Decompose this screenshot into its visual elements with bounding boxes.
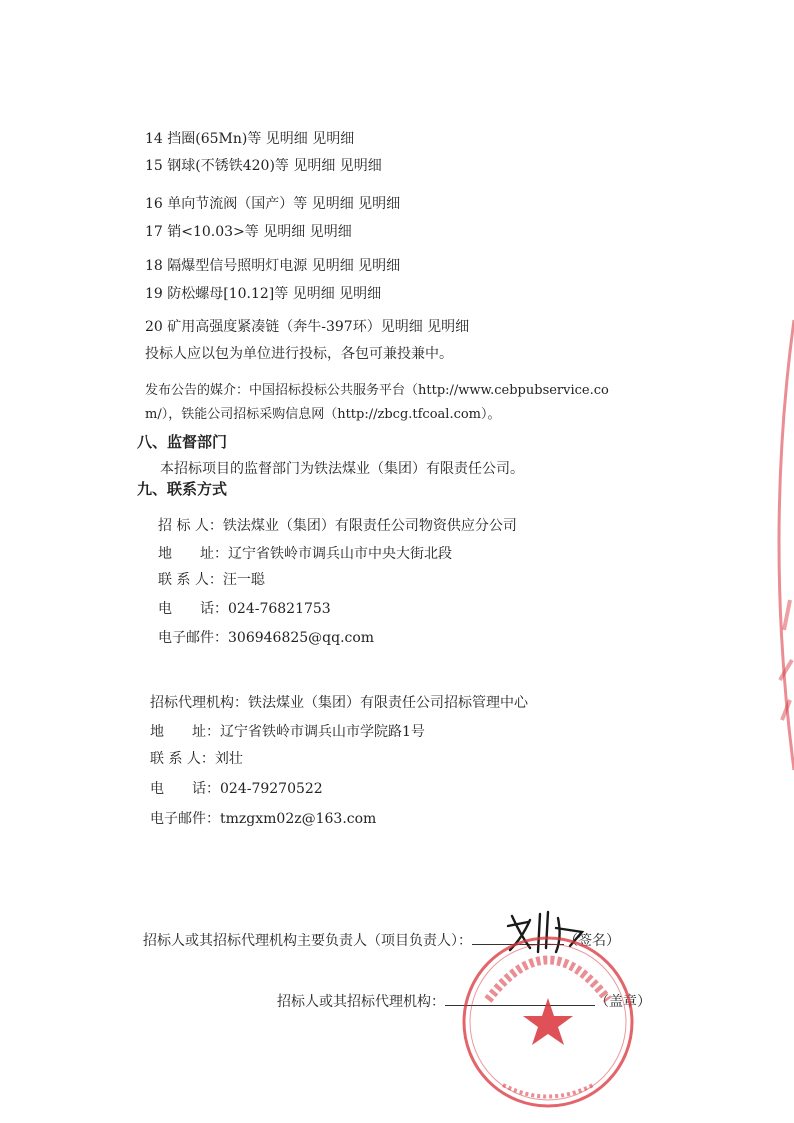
list-item: 17 销<10.03>等 见明细 见明细 <box>145 224 352 240</box>
seal-label: 招标人或其招标代理机构： <box>277 994 445 1010</box>
field-label: 招 标 人： <box>158 518 223 534</box>
field-value: 024-79270522 <box>220 781 323 797</box>
field-value: 刘壮 <box>214 751 243 767</box>
section-heading: 八、监督部门 <box>137 433 228 451</box>
list-item: 20 矿用高强度紧凑链（奔牛-397环）见明细 见明细 <box>145 319 470 335</box>
field-value: 024-76821753 <box>228 601 331 617</box>
field-label: 电子邮件： <box>158 630 228 646</box>
agency-phone-row <box>150 780 323 798</box>
field-value: 铁法煤业（集团）有限责任公司物资供应分公司 <box>222 518 517 534</box>
tenderer-contact-row <box>158 571 265 589</box>
tenderer-name-row <box>158 517 517 535</box>
field-label: 电子邮件： <box>150 811 220 827</box>
list-item: 19 防松螺母[10.12]等 见明细 见明细 <box>145 286 382 302</box>
section-heading: 九、联系方式 <box>137 480 228 498</box>
field-label: 电 话： <box>158 601 228 617</box>
field-label: 地 址： <box>150 724 220 740</box>
agency-email-row <box>150 810 376 828</box>
signature-label: 招标人或其招标代理机构主要负责人（项目负责人）： <box>143 933 472 949</box>
field-value: 306946825@qq.com <box>228 630 375 646</box>
field-value: 辽宁省铁岭市调兵山市学院路1号 <box>220 724 425 740</box>
field-label: 联 系 人： <box>150 751 215 767</box>
field-value: 铁法煤业（集团）有限责任公司招标管理中心 <box>248 695 528 711</box>
official-seal <box>448 930 648 1120</box>
agency-contact-row <box>150 750 243 768</box>
field-label: 招标代理机构： <box>150 695 248 711</box>
media-line: 发布公告的媒介：中国招标投标公共服务平台（http://www.cebpubservice.co <box>145 383 609 398</box>
field-label: 地 址： <box>158 546 228 562</box>
signature-suffix: （签名） <box>564 933 620 949</box>
field-value: 汪一聪 <box>222 572 265 588</box>
list-item: 16 单向节流阀（国产）等 见明细 见明细 <box>145 196 401 212</box>
section-text: 本招标项目的监督部门为铁法煤业（集团）有限责任公司。 <box>160 461 524 477</box>
tenderer-phone-row <box>158 600 331 618</box>
tenderer-address-row <box>158 545 452 563</box>
field-value: tmzgxm02z@163.com <box>220 811 377 827</box>
seal-suffix: （盖章） <box>595 994 651 1010</box>
field-value: 辽宁省铁岭市调兵山市中央大街北段 <box>228 546 452 562</box>
field-label: 电 话： <box>150 781 220 797</box>
media-line: m/），铁能公司招标采购信息网（http://zbcg.tfcoal.com）。 <box>145 407 501 422</box>
list-item: 14 挡圈(65Mn)等 见明细 见明细 <box>145 131 355 147</box>
bid-note: 投标人应以包为单位进行投标，各包可兼投兼中。 <box>145 346 453 362</box>
list-item: 15 钢球(不锈铁420)等 见明细 见明细 <box>145 158 382 174</box>
agency-address-row <box>150 723 425 741</box>
field-label: 联 系 人： <box>158 572 223 588</box>
list-item: 18 隔爆型信号照明灯电源 见明细 见明细 <box>145 258 401 274</box>
edge-seal-fragment <box>754 300 794 780</box>
agency-name-row <box>150 694 528 712</box>
tenderer-email-row <box>158 629 374 647</box>
